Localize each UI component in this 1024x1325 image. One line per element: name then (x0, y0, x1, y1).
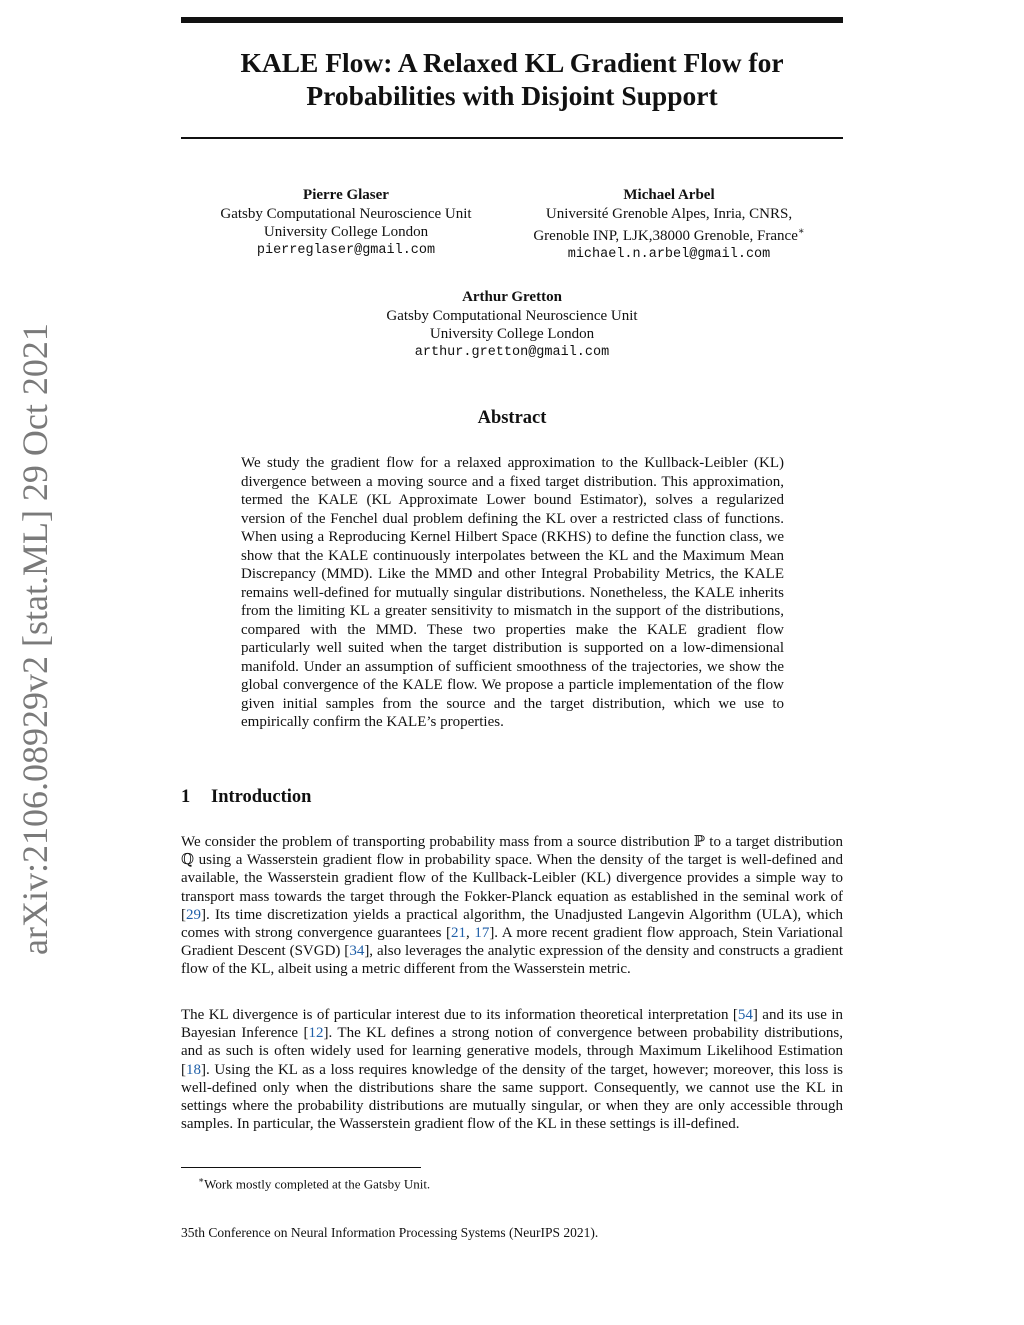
author-email[interactable]: arthur.gretton@gmail.com (414, 344, 610, 360)
section-heading-introduction (181, 787, 311, 808)
paragraph-text: ], also leverages the analytic expression of the density and constructs a gradient flow of the KL, albeit using a metric different from the Wasserstein metric. (181, 943, 843, 978)
citation-link[interactable]: 54 (737, 1007, 753, 1023)
author-name: Michael Arbel (623, 187, 715, 203)
author-affiliation (508, 223, 830, 246)
author-affiliation-text: Grenoble INP, LJK,38000 Grenoble, France (533, 228, 798, 244)
author-email[interactable]: michael.n.arbel@gmail.com (567, 246, 771, 262)
title-line-2: Probabilities with Disjoint Support (306, 80, 718, 111)
author-affiliation: Gatsby Computational Neuroscience Unit (220, 205, 472, 222)
paragraph-text: ]. A more recent gradient flow approach, Stein Variational Gradient Descent (SVGD) [ (181, 925, 843, 960)
top-rule (181, 17, 843, 23)
paragraph-text: The KL divergence is of particular interest due to its information theoretical interpretation [ (181, 1007, 738, 1023)
author-affiliation: Gatsby Computational Neuroscience Unit (386, 307, 638, 324)
arxiv-identifier[interactable]: arXiv:2106.08929v2 [stat.ML] 29 Oct 2021 (15, 323, 55, 955)
footnote-marker[interactable]: ∗ (797, 226, 805, 237)
citation-link[interactable]: 18 (186, 1061, 201, 1078)
author-affiliation: Université Grenoble Alpes, Inria, CNRS, (545, 205, 793, 222)
paragraph-text: We consider the problem of transporting probability mass from a source distribution ℙ to a target distribution ℚ using a Wasserstein gradient flow in probability space. When the density of the target is well-defined and available, the Wasserstein gradient flow of the Kullback-Leibler (KL) divergence provides a simple way to transport mass towards the target through the Fokker-Planck equation as established in the seminal work of [ (181, 834, 843, 923)
footnote-rule (181, 1167, 421, 1168)
footnote (198, 1172, 430, 1192)
citation-link[interactable]: 21 (450, 925, 466, 942)
author-email[interactable]: pierreglaser@gmail.com (256, 242, 436, 258)
citation-link[interactable]: 12 (308, 1025, 324, 1042)
paragraph-text: , (465, 925, 475, 942)
author-name: Arthur Gretton (462, 289, 562, 305)
abstract-text: We study the gradient flow for a relaxed approximation to the Kullback-Leibler (KL) divergence between a moving source and a fixed target distribution. This approximation, termed the KALE (KL Approximate Lower bound Estimator), solves a regularized version of the Fenchel dual problem defining the KL over a restricted class of functions. When using a Reproducing Kernel Hilbert Space (RKHS) to define the function class, we show that the KALE continuously interpolates between the KL and the Maximum Mean Discrepancy (MMD). Like the MMD and other Integral Probability Metrics, the KALE remains well-defined for mutually singular distributions. Nonetheless, the KALE inherits from the limiting KL a greater sensitivity to mismatch in the support of the distributions, compared with the MMD. These two properties make the KALE gradient flow particularly well suited when the target distribution is supported on a low-dimensional manifold. Under an assumption of sufficient smoothness of the trajectories, we show the global convergence of the KALE flow. We propose a particle implementation of the flow given initial samples from the source and the target distribution, which we use to empirically confirm the KALE’s properties. (241, 455, 784, 730)
introduction-paragraph-1 (181, 833, 843, 979)
citation-link[interactable]: 17 (474, 925, 490, 942)
footnote-text: Work mostly completed at the Gatsby Unit. (204, 1176, 431, 1192)
conference-note: 35th Conference on Neural Information Processing Systems (NeurIPS 2021). (181, 1225, 599, 1240)
introduction-paragraph-2 (181, 1006, 843, 1133)
footnote-mark: ∗ (198, 1175, 205, 1185)
author-block-glaser (196, 186, 496, 260)
citation-link[interactable]: 34 (349, 943, 365, 960)
title-rule (181, 137, 843, 139)
abstract-heading: Abstract (477, 408, 547, 428)
citation-link[interactable]: 29 (186, 906, 201, 923)
paragraph-text: ]. Using the KL as a loss requires knowledge of the density of the target, however; moreover, this loss is well-defined only when the distributions share the same support. Consequently, we cannot use the KL in settings where the probability distributions are mutually singular, or when they are only accessible through samples. In particular, the Wasserstein gradient flow of the KL in these settings is ill-defined. (181, 1061, 843, 1133)
author-affiliation: University College London (263, 224, 429, 240)
section-number: 1 (181, 787, 191, 807)
paragraph-text: ]. The KL defines a strong notion of convergence between probability distributions, and as such is often widely used for learning generative models, through Maximum Likelihood Estimation [ (181, 1025, 843, 1078)
paper-title (181, 46, 843, 112)
paragraph-text: ] and its use in Bayesian Inference [ (181, 1007, 843, 1042)
paragraph-text: ]. Its time discretization yields a practical algorithm, the Unadjusted Langevin Algorithm (ULA), which comes with strong convergence guarantees [ (181, 906, 843, 942)
section-title: Introduction (211, 787, 312, 807)
author-name: Pierre Glaser (303, 187, 389, 203)
author-block-gretton (362, 288, 662, 362)
author-block-arbel (508, 186, 830, 264)
title-line-1: KALE Flow: A Relaxed KL Gradient Flow for (240, 47, 784, 78)
author-affiliation: University College London (429, 326, 595, 342)
